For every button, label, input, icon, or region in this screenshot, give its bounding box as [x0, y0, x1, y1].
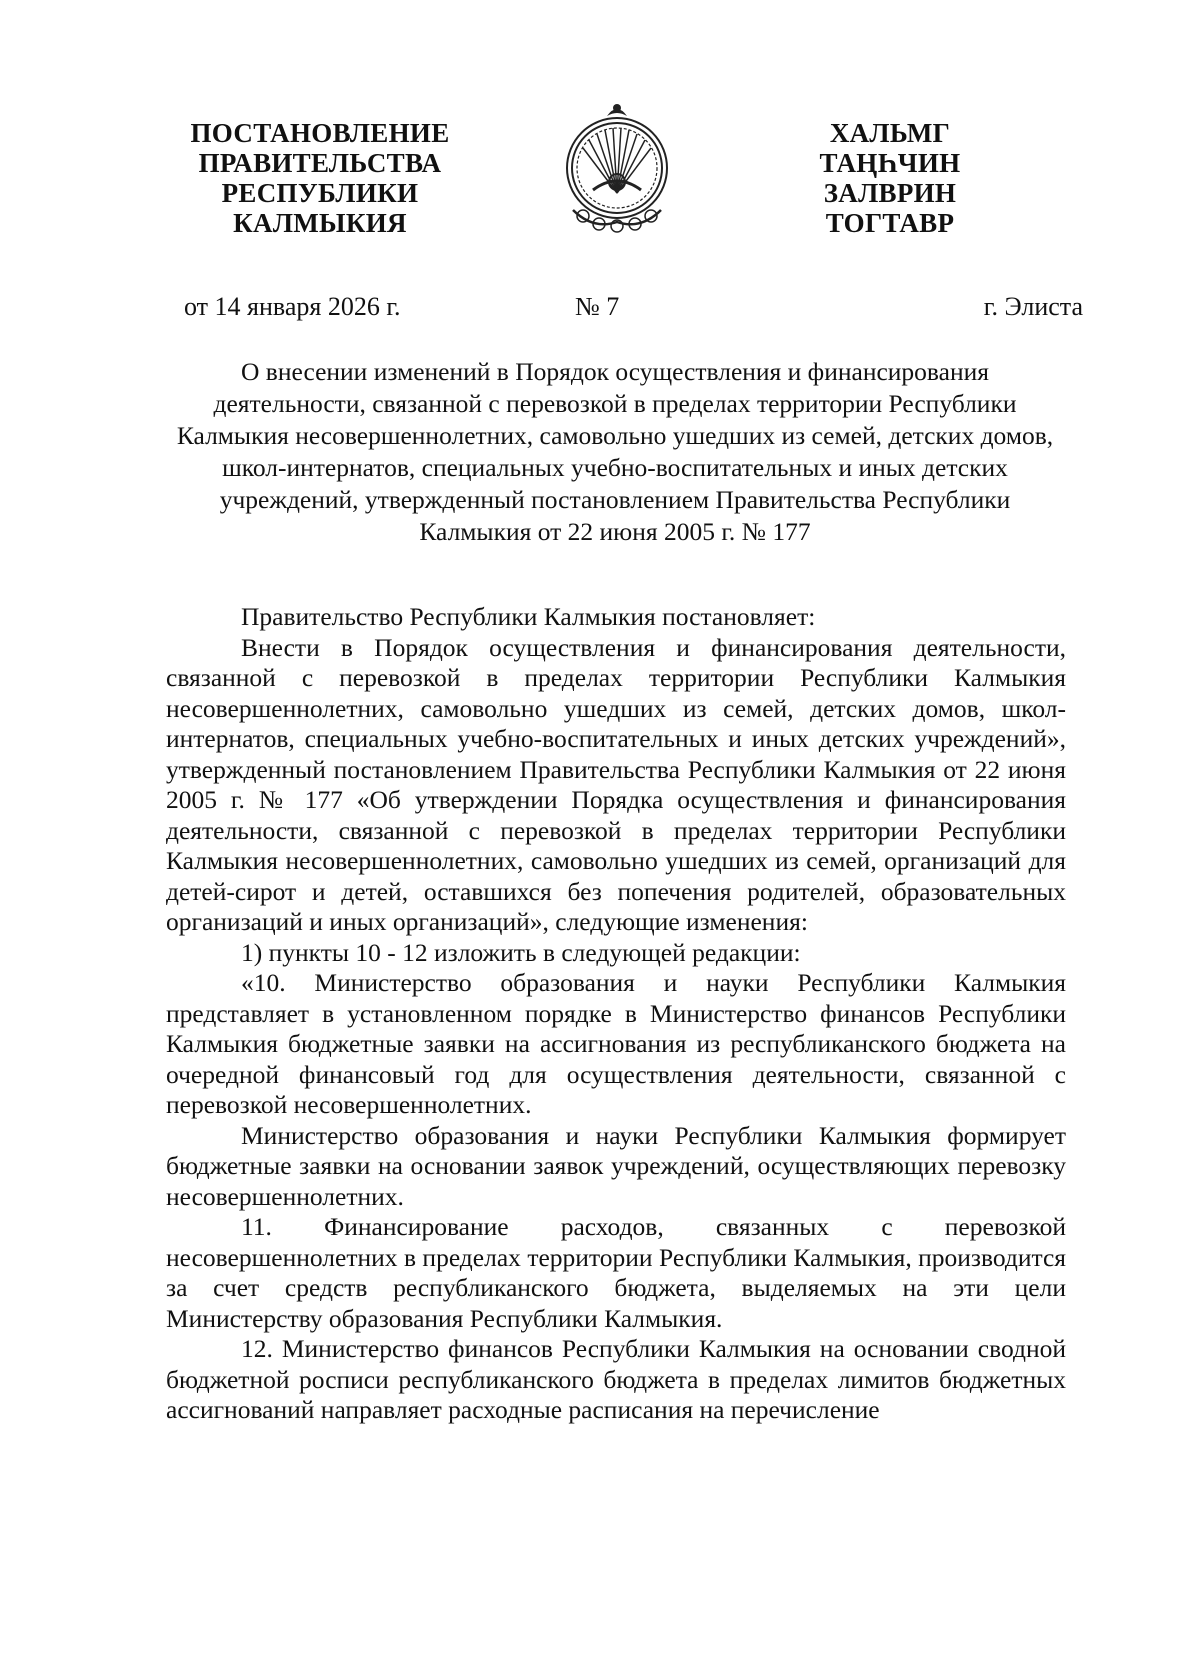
paragraph-point-11: 11. Финансирование расходов, связанных с перевозкой несовершеннолетних в пределах территории Республики Калмыкия, производится за счет средств республиканского бюджета, выделяемых на эти цели Министерству образования Республики Калмыкия. [166, 1212, 1066, 1333]
header-kalmyk-line: ТАҢҺЧИН [819, 148, 961, 178]
title-line: деятельности, связанной с перевозкой в пределах территории Республики [213, 389, 1017, 418]
header-russian-line: ПОСТАНОВЛЕНИЕ [190, 118, 450, 148]
header-kalmyk-line: ЗАЛВРИН [823, 178, 957, 208]
header-kalmyk-line: ТОГТАВР [825, 208, 955, 238]
kalmykia-coat-of-arms-icon [553, 98, 681, 236]
document-body [166, 602, 1066, 1426]
title-line: школ-интернатов, специальных учебно-воспитательных и иных детских [222, 453, 1008, 482]
document-title [160, 356, 1070, 548]
document-number: № 7 [575, 292, 620, 321]
header-russian-line: ПРАВИТЕЛЬСТВА [198, 148, 442, 178]
paragraph-point-10-cont: Министерство образования и науки Республики Калмыкия формирует бюджетные заявки на основании заявок учреждений, осуществляющих перевозку несовершеннолетних. [166, 1120, 1066, 1211]
title-line: учреждений, утвержденный постановлением Правительства Республики [219, 485, 1011, 514]
paragraph-preamble: Правительство Республики Калмыкия постановляет: [241, 602, 816, 631]
header-kalmyk-line: ХАЛЬМГ [829, 118, 951, 148]
paragraph-point-10: «10. Министерство образования и науки Республики Калмыкия представляет в установленном порядке в Министерство финансов Республики Калмыкия бюджетные заявки на ассигнования из республиканского бюджета на очередной финансовый год для осуществления деятельности, связанной с перевозкой несовершеннолетних. [166, 968, 1066, 1119]
header-kalmyk [790, 118, 990, 238]
document-city: г. Элиста [983, 292, 1083, 321]
header-russian-line: РЕСПУБЛИКИ [221, 178, 419, 208]
paragraph-item-1: 1) пункты 10 - 12 изложить в следующей редакции: [241, 937, 801, 967]
title-line: О внесении изменений в Порядок осуществления и финансирования [241, 357, 989, 386]
paragraph-point-12: 12. Министерство финансов Республики Калмыкия на основании сводной бюджетной росписи республиканского бюджета в пределах лимитов бюджетных ассигнований направляет расходные расписания на перечисление [166, 1334, 1066, 1424]
title-line: Калмыкия от 22 июня 2005 г. № 177 [419, 517, 811, 546]
header-russian-line: КАЛМЫКИЯ [233, 208, 407, 238]
title-line: Калмыкия несовершеннолетних, самовольно ушедших из семей, детских домов, [176, 421, 1054, 450]
paragraph-resolution: Внести в Порядок осуществления и финансирования деятельности, связанной с перевозкой в пределах территории Республики Калмыкия несовершеннолетних, самовольно ушедших из семей, детских домов, школ-интернатов, специальных учебно-воспитательных и иных детских учреждений», утвержденный постановлением Правительства Республики Калмыкия от 22 июня 2005 г. № 177 «Об утверждении Порядка осуществления и финансирования деятельности, связанной с перевозкой в пределах территории Республики Калмыкия несовершеннолетних, самовольно ушедших из семей, организаций для детей-сирот и детей, оставшихся без попечения родителей, образовательных организаций и иных организаций», следующие изменения: [166, 632, 1066, 936]
document-date: от 14 января 2026 г. [184, 292, 401, 321]
header-russian [170, 118, 470, 238]
